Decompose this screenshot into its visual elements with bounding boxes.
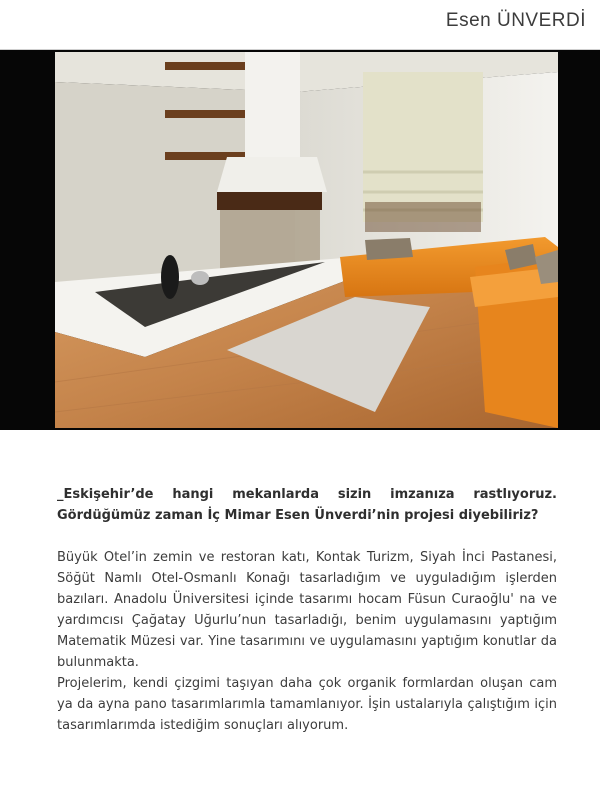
fireplace-top — [217, 192, 322, 210]
cushion — [365, 238, 413, 260]
fireplace-chimney — [245, 52, 300, 157]
interview-question: _Eskişehir’de hangi mekanlarda sizin imzanıza rastlıyoruz. Gördüğümüz zaman İç Mimar Esen Ünverdi’nin projesi diyebiliriz? — [57, 487, 557, 523]
author-name: Esen ÜNVERDİ — [445, 10, 586, 31]
roman-blind — [363, 72, 483, 222]
fireplace-glass — [220, 210, 320, 270]
fireplace-hood — [217, 157, 327, 192]
interview-answer — [57, 547, 557, 736]
interior-photo — [55, 52, 558, 428]
vase — [161, 255, 179, 299]
answer-paragraph-2: Projelerim, kendi çizgimi taşıyan daha çok organik formlardan oluşan cam ya da ayna pano tasarımlarımla tamamlanıyor. İşin ustalarıyla çalıştığım için tasarımlarımda istediğim sonuçları alıyorum. — [57, 676, 557, 733]
window-sill — [365, 202, 481, 232]
shelf — [165, 110, 245, 118]
shelf — [165, 62, 245, 70]
bowl — [191, 271, 209, 285]
answer-paragraph-1: Büyük Otel’in zemin ve restoran katı, Kontak Turizm, Siyah İnci Pastanesi, Söğüt Namlı Otel-Osmanlı Konağı tasarladığım ve uyguladığım işlerden bazıları. Anadolu Üniversitesi içinde tasarımı hocam Füsun Curaoğlu' na ve yardımcısı Çağatay Uğurlu’nun tasarladığı, benim uygulamasını yaptığım Matematik Müzesi var. Yine tasarımını ve uygulamasını yaptığım konutlar da bulunmakta. — [57, 550, 557, 670]
